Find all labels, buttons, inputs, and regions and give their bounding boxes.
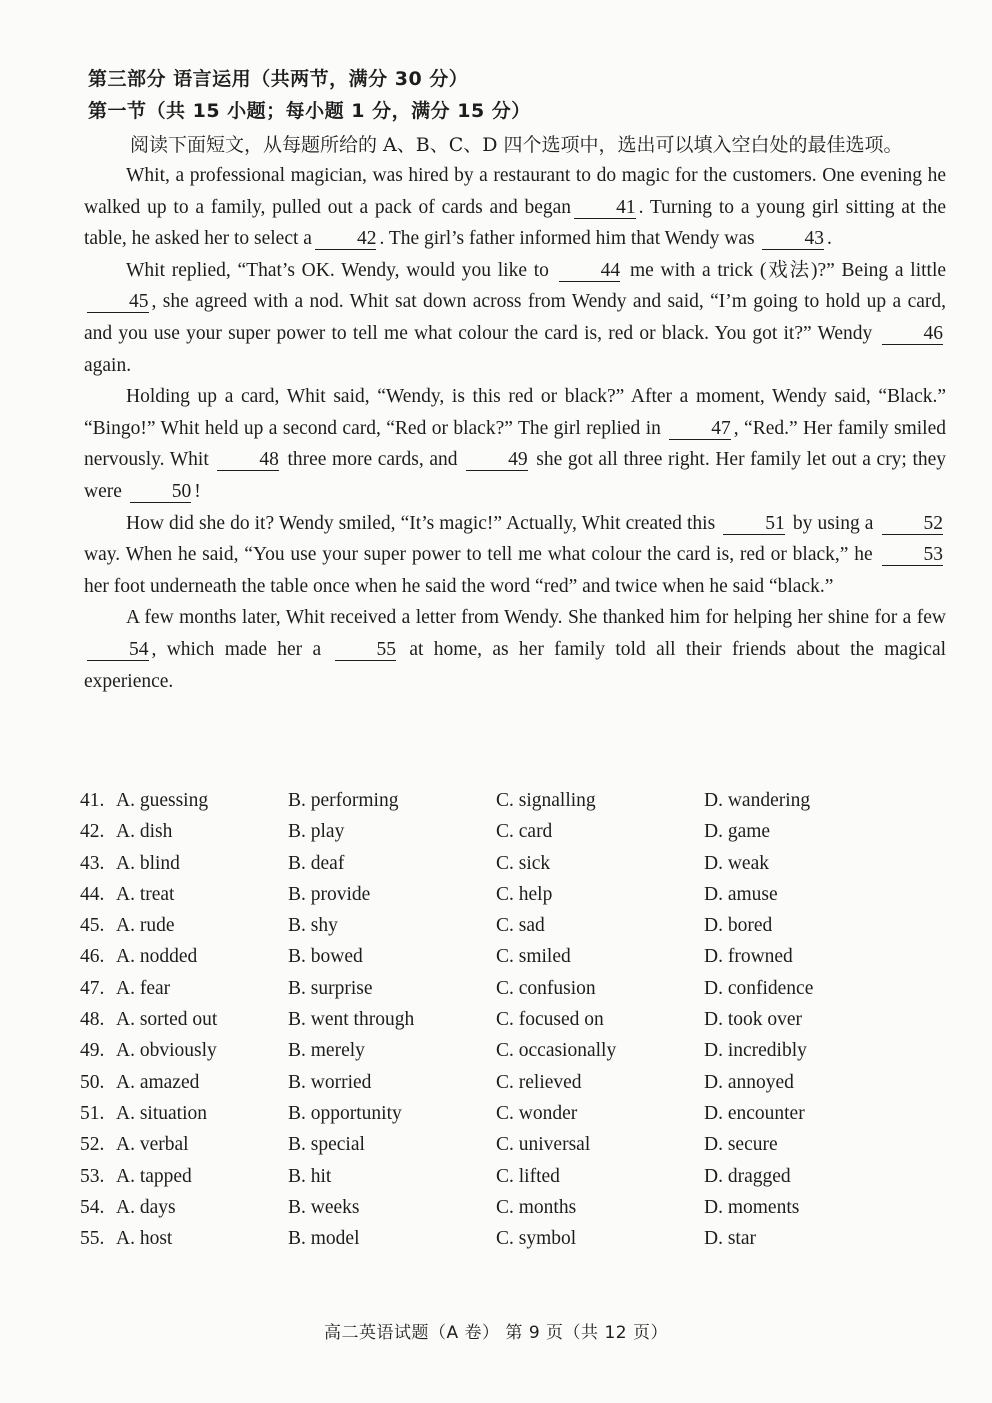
question-number: 41.: [80, 790, 105, 811]
option-d: D. amuse: [704, 883, 778, 905]
option-d: D. dragged: [704, 1165, 791, 1187]
option-b: B. play: [288, 821, 345, 843]
option-row: [80, 1197, 920, 1228]
blank-50: 50: [130, 482, 192, 503]
option-b: B. deaf: [288, 852, 345, 874]
blank-46: 46: [882, 324, 944, 345]
paragraph-4: How did she do it? Wendy smiled, “It’s magic!” Actually, Whit created this 51 by using a 52 way. When he said, “You use your super power to tell me what colour the card is, red or black,” he 53 her foot underneath the table once when he said the word “red” and twice when he said “black.”: [84, 512, 944, 597]
blank-42: 42: [315, 229, 377, 250]
paragraph-5: A few months later, Whit received a letter from Wendy. She thanked him for helping her shine for a few 54 , which made her a 55 at home, as her family told all their friends about the magical experience.: [84, 607, 947, 692]
option-d: D. game: [704, 821, 771, 843]
option-a: A. rude: [116, 915, 175, 937]
option-b: B. worried: [288, 1071, 372, 1093]
option-d: D. secure: [704, 1134, 778, 1156]
question-number: 54.: [80, 1196, 105, 1218]
option-row: [80, 1009, 920, 1040]
option-c: C. universal: [496, 1134, 591, 1156]
option-a: A. blind: [116, 852, 180, 874]
option-c: C. confusion: [496, 977, 596, 999]
option-row: [80, 1103, 920, 1134]
blank-55: 55: [335, 640, 397, 661]
option-d: D. encounter: [704, 1102, 805, 1124]
option-a: A. tapped: [116, 1165, 192, 1187]
option-b: B. special: [288, 1134, 365, 1156]
option-a: A. situation: [116, 1102, 207, 1124]
blank-44: 44: [559, 261, 621, 282]
option-b: B. surprise: [288, 977, 373, 999]
blank-43: 43: [762, 229, 824, 250]
option-row: [80, 790, 920, 821]
question-number: 50.: [80, 1071, 105, 1093]
option-c: C. focused on: [496, 1009, 604, 1031]
option-d: D. took over: [704, 1009, 803, 1031]
question-number: 55.: [80, 1228, 105, 1250]
option-d: D. incredibly: [704, 1040, 807, 1062]
question-number: 43.: [80, 852, 105, 874]
blank-52: 52: [882, 514, 944, 535]
question-number: 51.: [80, 1102, 105, 1124]
question-number: 52.: [80, 1134, 105, 1156]
instruction: 阅读下面短文，从每题所给的 A、B、C、D 四个选项中，选出可以填入空白处的最佳选项。: [130, 134, 903, 156]
blank-53: 53: [882, 545, 944, 566]
option-c: C. lifted: [496, 1165, 560, 1187]
blank-45: 45: [87, 292, 149, 313]
question-number: 49.: [80, 1040, 105, 1062]
option-c: C. help: [496, 883, 553, 905]
blank-47: 47: [669, 419, 731, 440]
option-b: B. hit: [288, 1165, 332, 1187]
option-row: [80, 1166, 920, 1197]
option-b: B. went through: [288, 1009, 415, 1031]
option-row: [80, 853, 920, 884]
blank-48: 48: [217, 450, 279, 471]
option-d: D. bored: [704, 915, 773, 937]
question-number: 47.: [80, 977, 105, 999]
option-c: C. occasionally: [496, 1040, 617, 1062]
option-c: C. wonder: [496, 1102, 578, 1124]
part-title: 第三部分 语言运用（共两节，满分 30 分）: [88, 68, 469, 90]
blank-54: 54: [87, 640, 149, 661]
option-a: A. amazed: [116, 1071, 200, 1093]
option-d: D. moments: [704, 1196, 800, 1218]
option-a: A. obviously: [116, 1040, 217, 1062]
option-b: B. shy: [288, 915, 338, 937]
question-number: 53.: [80, 1165, 105, 1187]
option-a: A. guessing: [116, 790, 209, 811]
option-row: [80, 1134, 920, 1165]
question-number: 46.: [80, 946, 105, 968]
option-d: D. wandering: [704, 790, 811, 811]
option-d: D. weak: [704, 852, 769, 874]
option-row: [80, 978, 920, 1009]
option-row: [80, 821, 920, 852]
option-d: D. frowned: [704, 946, 793, 968]
option-c: C. sad: [496, 915, 545, 937]
option-c: C. card: [496, 821, 553, 843]
option-b: B. provide: [288, 883, 371, 905]
option-row: [80, 946, 920, 977]
page-footer: 高二英语试题（A 卷） 第 9 页（共 12 页）: [324, 1323, 668, 1343]
option-a: A. nodded: [116, 946, 198, 968]
option-a: A. treat: [116, 883, 175, 905]
paragraph-1: Whit, a professional magician, was hired by a restaurant to do magic for the customers. One evening he walked up to a family, pulled out a pack of cards and began 41 . Turning to a young girl sitting at the table, he asked her to select a 42 . The girl’s father informed him that Wendy was 43 .: [84, 165, 946, 250]
section-title: 第一节（共 15 小题；每小题 1 分，满分 15 分）: [88, 100, 531, 122]
option-d: D. star: [704, 1228, 756, 1250]
option-b: B. merely: [288, 1040, 365, 1062]
paragraph-2: Whit replied, “That’s OK. Wendy, would you like to 44 me with a trick (戏法)?” Being a little 45 , she agreed with a nod. Whit sat down across from Wendy and said, “I’m going to hold up a card, and you use your super power to tell me what colour the card is, red or black. You got it?” Wendy 46 again.: [84, 259, 947, 376]
option-d: D. annoyed: [704, 1071, 794, 1093]
option-a: A. days: [116, 1196, 176, 1218]
option-row: [80, 915, 920, 946]
option-b: B. weeks: [288, 1196, 360, 1218]
answer-options: [80, 790, 920, 1259]
option-a: A. dish: [116, 821, 173, 843]
option-a: A. sorted out: [116, 1009, 218, 1031]
option-row: [80, 884, 920, 915]
option-a: A. verbal: [116, 1134, 189, 1156]
option-b: B. performing: [288, 790, 399, 811]
question-number: 44.: [80, 883, 105, 905]
option-c: C. sick: [496, 852, 551, 874]
option-d: D. confidence: [704, 977, 814, 999]
option-c: C. symbol: [496, 1228, 577, 1250]
option-c: C. smiled: [496, 946, 571, 968]
blank-41: 41: [574, 198, 636, 219]
option-c: C. signalling: [496, 790, 596, 811]
option-row: [80, 1072, 920, 1103]
question-number: 45.: [80, 915, 105, 937]
option-row: [80, 1228, 920, 1259]
question-number: 48.: [80, 1009, 105, 1031]
option-b: B. bowed: [288, 946, 363, 968]
blank-51: 51: [723, 514, 785, 535]
option-b: B. model: [288, 1228, 360, 1250]
option-row: [80, 1040, 920, 1071]
option-b: B. opportunity: [288, 1102, 402, 1124]
blank-49: 49: [466, 450, 528, 471]
question-number: 42.: [80, 821, 105, 843]
paragraph-3: Holding up a card, Whit said, “Wendy, is this red or black?” After a moment, Wendy said, “Black.” “Bingo!” Whit held up a second card, “Red or black?” The girl replied in 47 , “Red.” Her family smiled nervously. Whit 48 three more cards, and 49 she got all three right. Her family let out a cry; they were 50 !: [84, 386, 947, 502]
option-c: C. months: [496, 1196, 577, 1218]
option-a: A. fear: [116, 977, 171, 999]
option-c: C. relieved: [496, 1071, 582, 1093]
option-a: A. host: [116, 1228, 173, 1250]
cloze-passage: [84, 160, 946, 697]
